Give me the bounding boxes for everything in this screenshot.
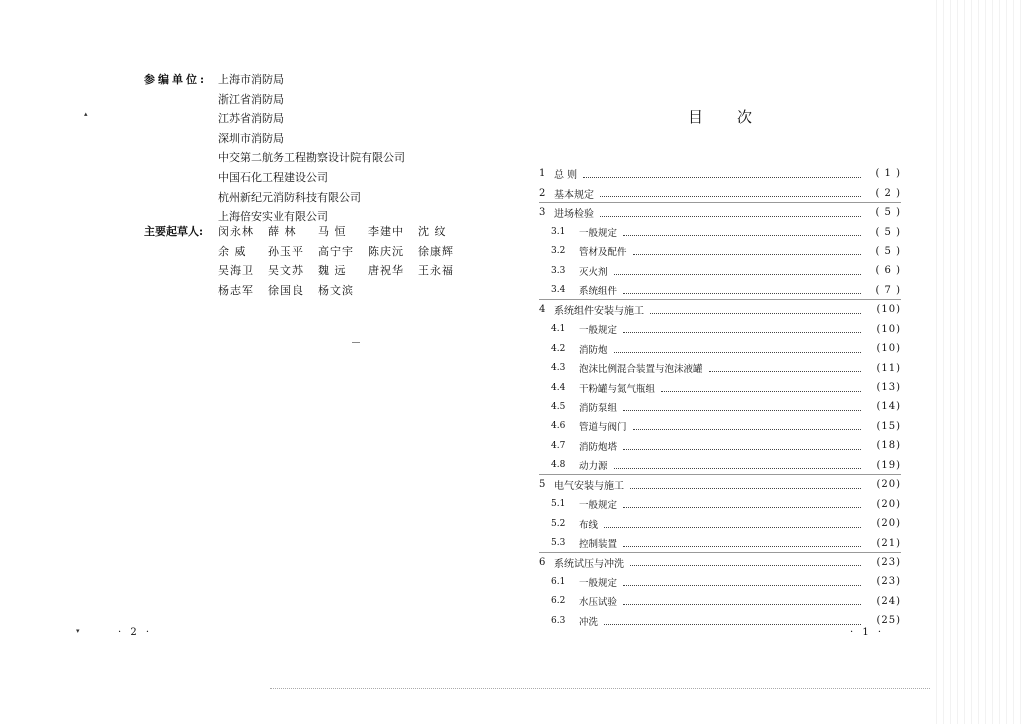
toc-leader-dots <box>633 253 861 255</box>
toc-entry-page: (10) <box>876 323 901 335</box>
toc-leader-dots <box>661 390 861 392</box>
toc-entry-title: 系统组件 <box>579 286 618 298</box>
toc-entry-number: 4.5 <box>551 401 566 412</box>
scan-speck: ▾ <box>76 627 80 635</box>
toc-entry-page: ( 6 ) <box>875 265 901 277</box>
drafter-name: 徐国良 <box>268 283 304 297</box>
toc-leader-dots <box>630 564 861 566</box>
toc-entry[interactable] <box>539 378 901 397</box>
toc-entry-number: 5.1 <box>551 499 566 510</box>
toc-entry-page: ( 7 ) <box>875 284 901 296</box>
toc-entry-page: (11) <box>876 362 901 374</box>
toc-entry-page: (23) <box>876 556 901 568</box>
toc-entry-page: (20) <box>876 479 901 491</box>
toc-entry[interactable] <box>539 203 901 222</box>
toc-entry-title: 基本规定 <box>554 189 594 201</box>
toc-entry-number: 4.3 <box>551 363 566 374</box>
toc-entry-page: (23) <box>876 576 901 588</box>
toc-entry-page: (13) <box>876 382 901 394</box>
toc-entry-title: 干粉罐与氮气瓶组 <box>579 383 656 395</box>
toc-leader-dots <box>630 487 861 489</box>
drafter-name: 杨文滨 <box>318 283 354 297</box>
toc-entry[interactable] <box>539 475 901 494</box>
contributing-unit: 杭州新纪元消防科技有限公司 <box>218 190 361 204</box>
toc-entry[interactable] <box>539 417 901 436</box>
toc-entry[interactable] <box>539 164 901 183</box>
drafter-name: 闵永林 <box>218 225 254 238</box>
toc-entry-number: 5 <box>539 479 546 491</box>
toc-entry[interactable] <box>539 494 901 513</box>
toc-entry-title: 一般规定 <box>579 500 618 512</box>
toc-entry-title: 消防炮 <box>579 344 608 356</box>
toc-entry-title: 系统组件安装与施工 <box>554 306 644 318</box>
toc-leader-dots <box>604 526 861 528</box>
toc-leader-dots <box>614 351 861 353</box>
toc-entry[interactable] <box>539 592 901 611</box>
toc-entry[interactable] <box>539 222 901 241</box>
toc-entry-number: 4.4 <box>551 382 566 393</box>
toc-entry-page: (18) <box>876 440 901 452</box>
contributing-unit: 浙江省消防局 <box>218 92 284 106</box>
drafter-name: 徐康辉 <box>418 244 454 258</box>
toc-entry-title: 系统试压与冲洗 <box>554 558 624 570</box>
drafter-name: 余 威 <box>218 244 247 258</box>
toc-entry[interactable] <box>539 611 901 630</box>
scan-speck: ▴ <box>84 110 88 118</box>
toc-leader-dots <box>623 331 861 333</box>
toc-entry-number: 6.2 <box>551 596 566 607</box>
toc-entry-page: ( 5 ) <box>875 226 901 238</box>
main-drafters-list <box>218 222 488 300</box>
toc-entry-page: (15) <box>876 420 901 432</box>
drafter-name: 沈 纹 <box>418 225 447 238</box>
toc-entry-number: 4.8 <box>551 460 566 471</box>
toc-entry-title: 泡沫比例混合装置与泡沫液罐 <box>579 364 703 376</box>
toc-leader-dots <box>623 545 861 547</box>
toc-entry-number: 2 <box>539 187 546 199</box>
drafter-name: 吴海卫 <box>218 264 254 278</box>
toc-entry-title: 总 则 <box>554 170 578 182</box>
toc-leader-dots <box>600 195 861 197</box>
toc-entry[interactable] <box>539 261 901 280</box>
toc-entry-page: (10) <box>876 343 901 355</box>
toc-leader-dots <box>623 234 861 236</box>
toc-entry-number: 5.2 <box>551 518 566 529</box>
contributing-units-list <box>218 70 458 227</box>
toc-leader-dots <box>650 312 861 314</box>
toc-entry-page: (19) <box>876 459 901 471</box>
drafter-name: 魏 远 <box>318 264 347 278</box>
page-number-left: · 2 · <box>118 627 153 638</box>
toc-entry-page: (20) <box>876 498 901 510</box>
toc-entry-number: 3.2 <box>551 246 566 257</box>
toc-entry-title: 布线 <box>579 519 599 531</box>
toc-leader-dots <box>709 370 861 372</box>
scan-edge-artifact <box>930 0 1024 724</box>
drafter-name: 马 恒 <box>318 225 347 238</box>
toc-entry-number: 6.1 <box>551 576 566 587</box>
toc-entry-page: ( 1 ) <box>875 168 901 180</box>
toc-entry-page: ( 5 ) <box>875 207 901 219</box>
toc-entry-page: (24) <box>876 595 901 607</box>
toc-entry[interactable] <box>539 281 901 300</box>
toc-entry[interactable] <box>539 339 901 358</box>
toc-entry[interactable] <box>539 456 901 475</box>
contributing-unit: 中交第二航务工程勘察设计院有限公司 <box>218 151 405 165</box>
table-of-contents <box>539 164 901 631</box>
toc-entry[interactable] <box>539 533 901 552</box>
drafter-name: 薛 林 <box>268 225 297 238</box>
toc-entry-title: 动力源 <box>579 461 608 473</box>
toc-leader-dots <box>623 584 861 586</box>
drafter-name: 杨志军 <box>218 283 254 297</box>
drafter-name: 陈庆沅 <box>368 244 404 258</box>
drafters-row <box>218 222 488 242</box>
toc-entry-number: 6 <box>539 556 546 568</box>
toc-divider <box>539 552 901 553</box>
contributing-unit: 江苏省消防局 <box>218 112 284 126</box>
toc-entry-page: (20) <box>876 518 901 530</box>
drafters-row <box>218 261 488 281</box>
toc-leader-dots <box>623 448 861 450</box>
toc-entry[interactable] <box>539 242 901 261</box>
toc-divider <box>539 299 901 300</box>
toc-entry-page: (25) <box>876 615 901 627</box>
toc-entry-page: (14) <box>876 401 901 413</box>
toc-entry-number: 4 <box>539 304 546 316</box>
scan-bottom-artifact <box>270 688 930 699</box>
contributing-unit: 中国石化工程建设公司 <box>218 170 328 184</box>
toc-entry-title: 冲洗 <box>579 616 599 628</box>
toc-entry-page: (21) <box>876 537 901 549</box>
toc-leader-dots <box>623 506 861 508</box>
page-number-right: · 1 · <box>850 627 885 638</box>
drafter-name: 李建中 <box>368 225 404 238</box>
toc-entry-page: ( 5 ) <box>875 245 901 257</box>
toc-leader-dots <box>614 273 861 275</box>
toc-entry-number: 6.3 <box>551 615 566 626</box>
toc-entry[interactable] <box>539 300 901 319</box>
toc-entry-title: 消防泵组 <box>579 402 618 414</box>
drafters-row <box>218 281 488 301</box>
toc-entry[interactable] <box>539 358 901 377</box>
toc-entry-number: 4.6 <box>551 421 566 432</box>
toc-entry[interactable] <box>539 553 901 572</box>
drafter-name: 唐祝华 <box>368 264 404 278</box>
drafters-row <box>218 242 488 262</box>
toc-leader-dots <box>604 623 861 625</box>
toc-leader-dots <box>600 215 861 217</box>
contributing-unit: 深圳市消防局 <box>218 131 284 145</box>
toc-entry[interactable] <box>539 183 901 202</box>
toc-entry-number: 1 <box>539 168 546 180</box>
toc-entry-page: ( 2 ) <box>875 187 901 199</box>
toc-entry-number: 4.2 <box>551 343 566 354</box>
toc-entry-title: 控制装置 <box>579 539 618 551</box>
drafter-name: 吴文苏 <box>268 264 304 278</box>
toc-entry-title: 管道与阀门 <box>579 422 627 434</box>
contributing-unit: 上海倍安实业有限公司 <box>218 210 328 224</box>
toc-entry-number: 4.7 <box>551 440 566 451</box>
toc-entry-title: 水压试验 <box>579 597 618 609</box>
contributing-units-label: 参编单位: <box>144 73 208 86</box>
toc-leader-dots <box>623 292 861 294</box>
drafter-name: 高宁宇 <box>318 244 354 258</box>
toc-entry-number: 3.1 <box>551 227 566 238</box>
toc-leader-dots <box>623 603 861 605</box>
scan-speck <box>352 342 360 343</box>
toc-title: 目次 <box>688 108 787 126</box>
toc-leader-dots <box>633 428 861 430</box>
toc-entry-title: 一般规定 <box>579 325 618 337</box>
toc-entry-title: 一般规定 <box>579 577 618 589</box>
toc-entry-title: 管材及配件 <box>579 247 627 259</box>
toc-leader-dots <box>614 467 861 469</box>
toc-entry[interactable] <box>539 320 901 339</box>
toc-entry-title: 一般规定 <box>579 228 618 240</box>
toc-entry-page: (10) <box>876 304 901 316</box>
toc-entry-number: 3.4 <box>551 285 566 296</box>
toc-entry-number: 3 <box>539 207 546 219</box>
toc-leader-dots <box>583 176 861 178</box>
toc-entry-number: 5.3 <box>551 538 566 549</box>
toc-entry-number: 3.3 <box>551 265 566 276</box>
toc-divider <box>539 202 901 203</box>
toc-entry-title: 灭火剂 <box>579 266 608 278</box>
contributing-unit: 上海市消防局 <box>218 73 284 86</box>
toc-entry[interactable] <box>539 436 901 455</box>
toc-entry[interactable] <box>539 572 901 591</box>
drafter-name: 王永福 <box>418 264 454 278</box>
toc-entry-title: 消防炮塔 <box>579 441 618 453</box>
toc-entry-title: 进场检验 <box>554 209 594 221</box>
main-drafters-label: 主要起草人: <box>144 225 204 238</box>
toc-divider <box>539 474 901 475</box>
toc-entry[interactable] <box>539 514 901 533</box>
toc-entry-title: 电气安装与施工 <box>554 481 624 493</box>
toc-entry-number: 4.1 <box>551 324 566 335</box>
toc-leader-dots <box>623 409 861 411</box>
drafter-name: 孙玉平 <box>268 244 304 258</box>
toc-entry[interactable] <box>539 397 901 416</box>
